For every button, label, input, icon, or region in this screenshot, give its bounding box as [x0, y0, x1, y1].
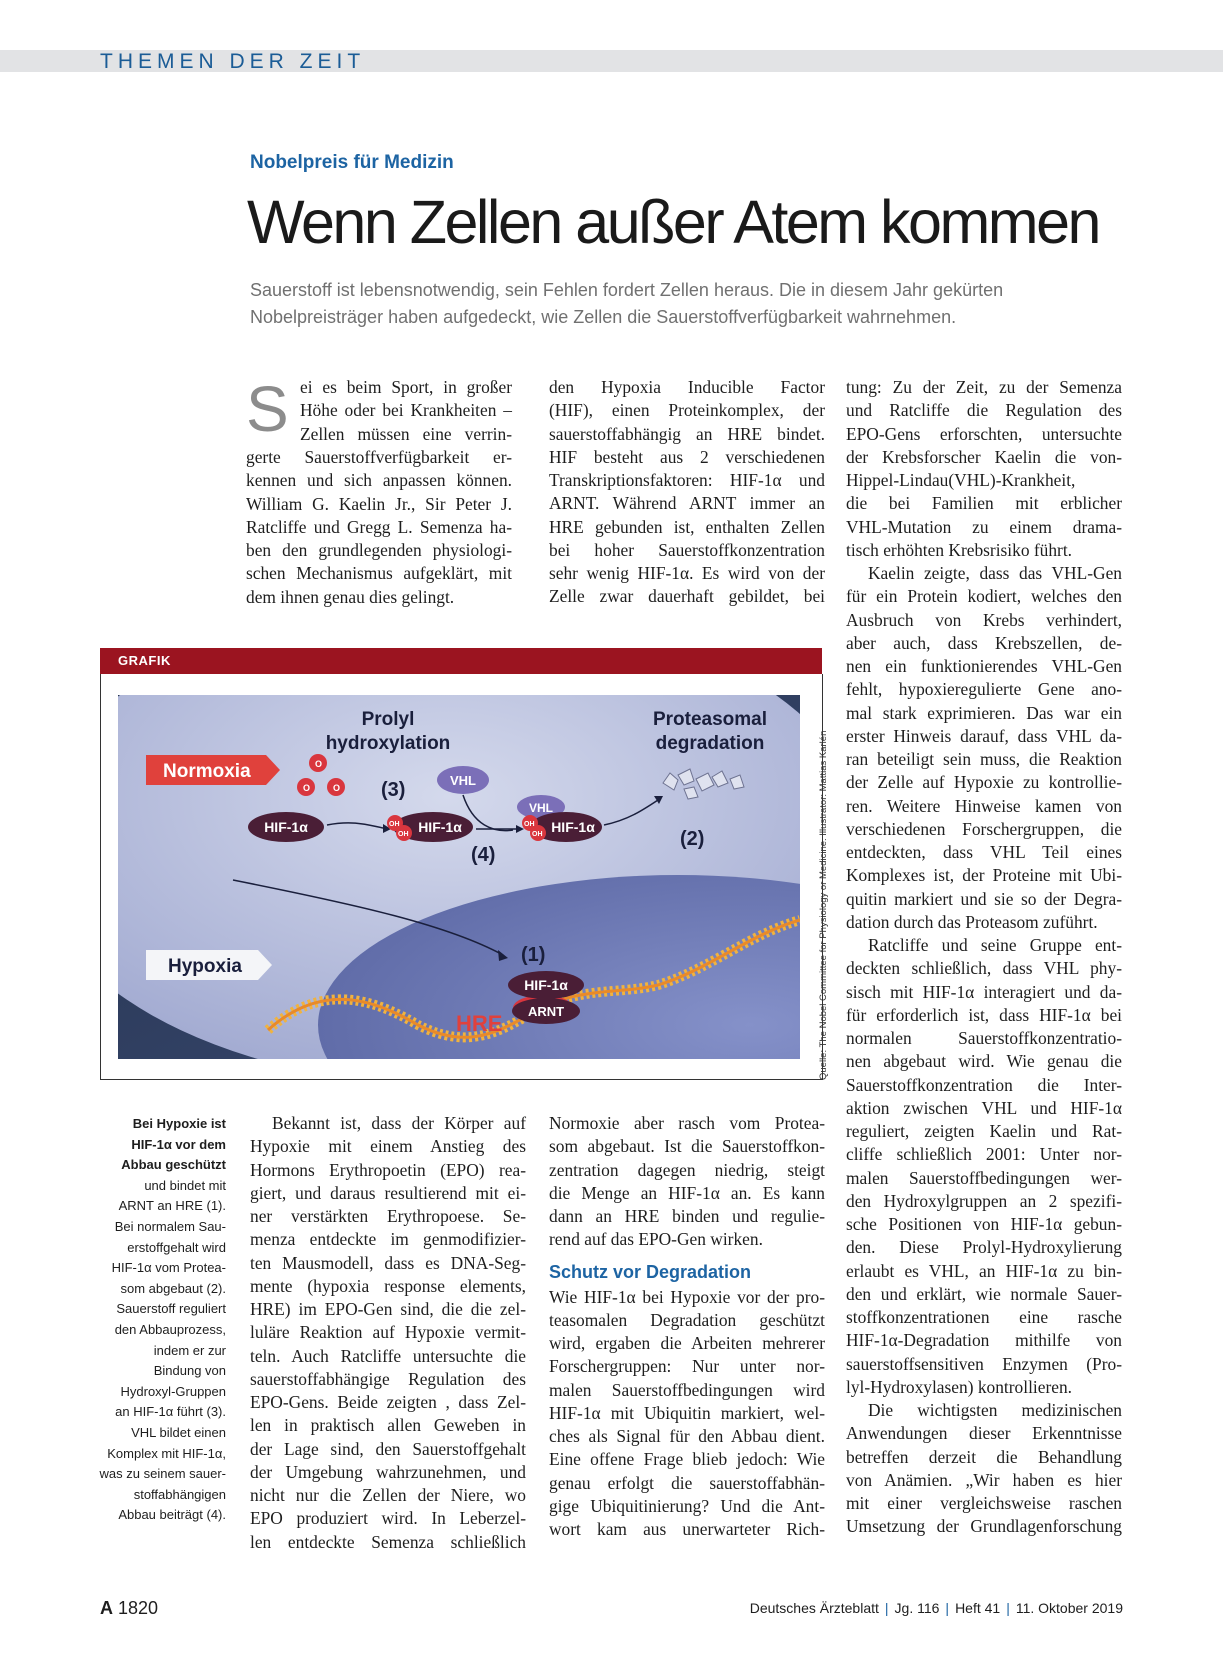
text-line: som abgebaut. Ist die Sauerstoffkon-: [549, 1136, 825, 1157]
text-line: teln. Auch Ratcliffe untersuchte die: [250, 1345, 526, 1366]
text-line: Zellen müssen eine verrin-: [300, 423, 512, 444]
proteasomal-label: Proteasomal: [652, 709, 768, 730]
step-4: (4): [471, 844, 496, 866]
text-line: erster Hinweis darauf, dass VHL da-: [846, 725, 1122, 746]
column-2-bottom: [549, 1112, 825, 1541]
text-line: Die wichtigsten medizinischen: [868, 1400, 1122, 1420]
text-line: Ratcliffe und seine Gruppe ent-: [868, 935, 1122, 955]
hif-protein-1: [248, 812, 324, 842]
step-1: (1): [521, 944, 546, 966]
text-line: wort kam aus unerwarteter Rich-: [549, 1519, 825, 1539]
volume: Jg. 116: [894, 1600, 940, 1616]
text-line: Normoxie aber rasch vom Protea-: [549, 1113, 825, 1133]
caption-line: an HIF-1α führt (3).: [115, 1404, 226, 1420]
text-line: der Zelle auf Hypoxie zu kontrollie-: [846, 772, 1122, 793]
text-line: ei es beim Sport, in großer: [300, 377, 512, 397]
text-line: dation durch das Proteasom zuführt.: [846, 911, 1098, 932]
vhl-protein-free: [437, 766, 489, 794]
text-line: Ratcliffe und Gregg L. Semenza ha-: [246, 516, 512, 537]
text-line: deckten schließlich, dass VHL phy-: [846, 958, 1122, 979]
text-line: aber auch, dass Krebszellen, de-: [846, 632, 1122, 653]
svg-text:O: O: [315, 759, 323, 769]
issue-date: 11. Oktober 2019: [1015, 1600, 1123, 1616]
figure-credit: Quelle: The Nobel Committee for Physiology or Medicine. Illustrator: Mattias Karlén: [818, 730, 829, 1080]
caption-line: Bindung von: [153, 1363, 226, 1379]
text-line: Zelle zwar dauerhaft gebildet, bei: [549, 586, 825, 607]
text-line: und Ratcliffe die Regulation des: [846, 400, 1122, 421]
caption-line: ARNT an HRE (1).: [118, 1198, 226, 1214]
degradation-label: degradation: [655, 733, 765, 754]
publication-info: Deutsches Ärzteblatt | Jg. 116 | Heft 41 | 11. Oktober 2019: [749, 1600, 1123, 1616]
text-line: HRE gebunden ist, enthalten Zellen: [549, 516, 825, 537]
text-line: schen Mechanismus aufgeklärt, mit: [246, 563, 512, 584]
caption-line: den Abbauprozess,: [114, 1321, 226, 1337]
text-line: sisch mit HIF-1α interagiert und da-: [846, 981, 1122, 1002]
caption-bold-line: Bei Hypoxie ist: [132, 1116, 226, 1131]
text-line: lyl-Hydroxylasen) kontrollieren.: [846, 1376, 1073, 1397]
svg-text:HIF-1α: HIF-1α: [418, 819, 462, 835]
caption-line: erstoffgehalt wird: [127, 1239, 226, 1255]
text-line: VHL-Mutation zu einem drama-: [846, 516, 1122, 537]
text-line: entdeckten, dass VHL Teil eines: [846, 842, 1122, 862]
column-1-bottom: [250, 1112, 526, 1554]
svg-text:O: O: [303, 783, 311, 793]
text-line: reguliert, zeigten Kaelin und Rat-: [846, 1121, 1122, 1141]
text-line: sehr wenig HIF-1α. Es wird von der: [549, 563, 825, 583]
text-line: wird, ergaben die Arbeiten mehrerer: [549, 1333, 825, 1353]
text-line: Hormons Erythropoetin (EPO) rea-: [250, 1159, 526, 1180]
svg-text:VHL: VHL: [450, 773, 476, 788]
text-line: EPO produziert wird. In Leberzel-: [250, 1508, 526, 1529]
text-line: kennen und sich anpassen können.: [246, 470, 512, 491]
text-line: sauerstoffabhängig an HRE bindet.: [549, 423, 825, 444]
svg-text:OH: OH: [389, 821, 400, 828]
text-line: ARNT. Während ARNT immer an: [549, 493, 825, 514]
text-line: sauerstoffsensitiven Enzymen (Pro-: [846, 1353, 1122, 1374]
text-line: aktion zwischen VHL und HIF-1α: [846, 1097, 1122, 1118]
caption-line: stoffabhängigen: [133, 1486, 226, 1502]
text-line: mente (hypoxia response elements,: [250, 1275, 526, 1296]
text-line: ches als Signal für den Abbau dient.: [549, 1426, 825, 1446]
text-line: giert, und daraus resultierend mit ei-: [250, 1182, 526, 1203]
journal-name: Deutsches Ärzteblatt: [749, 1600, 879, 1616]
column-1-top: [300, 376, 512, 446]
svg-text:ARNT: ARNT: [527, 1004, 565, 1019]
text-line: den Hydroxylgruppen an 2 spezifi-: [846, 1190, 1122, 1211]
figure-caption: [96, 1114, 226, 1526]
lead-line: Sauerstoff ist lebensnotwendig, sein Fehlen fordert Zellen heraus. Die in diesem Jahr gekürten: [250, 280, 1004, 300]
text-line: Hippel-Lindau(VHL)-Krankheit,: [846, 470, 1076, 490]
text-line: von Anämien. „Wir haben es hier: [846, 1469, 1122, 1490]
column-2-top: [549, 376, 825, 609]
article-kicker: Nobelpreis für Medizin: [250, 152, 454, 173]
text-line: HIF besteht aus 2 verschiedenen: [549, 446, 825, 467]
text-line: den und erklärt, wie normale Sauer-: [846, 1283, 1122, 1304]
text-line: stoffkonzentrationen eine rasche: [846, 1307, 1122, 1327]
caption-bold-line: Abbau geschützt: [121, 1157, 226, 1173]
text-line: nen abgebaut wird. Wie genau die: [846, 1051, 1122, 1072]
text-line: verschiedenen Forschergruppen, die: [846, 818, 1122, 839]
text-line: HRE) im EPO-Gen sind, die die zel-: [250, 1299, 526, 1319]
text-line: luläre Reaktion auf Hypoxie vermit-: [250, 1322, 526, 1343]
text-line: für erforderlich ist, dass HIF-1α bei: [846, 1004, 1122, 1025]
caption-line: was zu seinem sauer-: [99, 1466, 226, 1482]
caption-bold-line: HIF-1α vor dem: [131, 1136, 226, 1152]
text-line: für ein Protein kodiert, welches den: [846, 586, 1122, 607]
issue: Heft 41: [955, 1600, 1001, 1616]
text-line: malen Sauerstoffbedingungen wird: [549, 1379, 825, 1400]
text-line: Transkriptionsfaktoren: HIF-1α und: [549, 470, 825, 490]
text-line: Eine offene Frage blieb jedoch: Wie: [549, 1449, 825, 1470]
text-line: normalen Sauerstoffkonzentratio-: [846, 1028, 1122, 1048]
text-line: mal stark exprimieren. Das war ein: [846, 702, 1122, 723]
caption-line: Abbau beiträgt (4).: [118, 1507, 226, 1523]
text-line: zentration dagegen niedrig, steigt: [549, 1159, 825, 1180]
section-label: THEMEN DER ZEIT: [100, 50, 366, 73]
text-line: ben den grundlegenden physiologi-: [246, 540, 512, 560]
column-3: [846, 376, 1122, 1539]
text-line: menza entdeckte im genmodifizier-: [250, 1229, 526, 1250]
text-line: Komplexes ist, der Proteine mit Ubi-: [846, 865, 1122, 886]
text-line: Hypoxie mit einem Anstieg des: [250, 1136, 526, 1157]
text-line: erlaubt es VHL, an HIF-1α zu bin-: [846, 1260, 1122, 1281]
text-line: Kaelin zeigte, dass das VHL-Gen: [868, 563, 1122, 583]
text-line: ten Mausmodell, dass es DNA-Seg-: [250, 1252, 526, 1273]
text-line: Höhe oder bei Krankheiten –: [300, 400, 512, 421]
text-line: die Menge an HIF-1α an. Es kann: [549, 1182, 825, 1203]
figure-label: GRAFIK: [118, 653, 171, 668]
text-line: (HIF), einen Proteinkomplex, der: [549, 400, 825, 421]
text-line: der Krebsforscher Kaelin die von-: [846, 446, 1122, 467]
section-subheading: Schutz vor Degradation: [549, 1261, 752, 1282]
svg-text:O: O: [333, 783, 341, 793]
text-line: EPO-Gens. Beide zeigten , dass Zel-: [250, 1392, 526, 1412]
caption-line: som abgebaut (2).: [120, 1280, 226, 1296]
caption-line: und bindet mit: [144, 1177, 226, 1193]
caption-line: HIF-1α vom Protea-: [111, 1260, 226, 1276]
hypoxia-text: Hypoxia: [168, 956, 242, 977]
page-number: A 1820: [100, 1598, 159, 1618]
text-line: HIF-1α-Degradation mithilfe von: [846, 1330, 1122, 1351]
caption-line: indem er zur: [153, 1342, 226, 1358]
svg-text:HIF-1α: HIF-1α: [551, 819, 595, 835]
text-line: ren. Weitere Hinweise kamen von: [846, 795, 1122, 816]
text-line: tisch erhöhten Krebsrisiko führt.: [846, 539, 1073, 560]
text-line: mit einer vergleichsweise raschen: [846, 1493, 1122, 1513]
text-line: der Umgebung wahrzunehmen, und: [250, 1461, 526, 1482]
text-line: teasomalen Degradation geschützt: [549, 1309, 825, 1330]
text-line: nicht nur die Zellen der Niere, wo: [250, 1485, 526, 1505]
text-line: EPO-Gens erforschten, untersuchte: [846, 423, 1122, 444]
column-1-top-cont: [246, 446, 512, 609]
drop-cap: S: [246, 373, 289, 445]
text-line: len in praktisch allen Geweben in: [250, 1415, 526, 1436]
text-line: ran beteiligt sein muss, die Reaktion: [846, 749, 1122, 769]
svg-text:OH: OH: [398, 831, 409, 838]
svg-text:HIF-1α: HIF-1α: [524, 977, 568, 993]
svg-text:OH: OH: [532, 831, 543, 838]
text-line: tung: Zu der Zeit, zu der Semenza: [846, 377, 1122, 397]
text-line: fehlt, hypoxieregulierte Gene ano-: [846, 679, 1122, 700]
text-line: ner verstärkten Erythropoese. Se-: [250, 1206, 526, 1226]
text-line: genau erfolgt die sauerstoffabhän-: [549, 1472, 825, 1493]
hif-pathway-illustration: [118, 695, 800, 1059]
text-line: sauerstoffabhängige Regulation des: [250, 1368, 526, 1389]
article-title: Wenn Zellen außer Atem kommen: [247, 188, 1099, 256]
text-line: len entdeckte Semenza schließlich: [250, 1531, 526, 1552]
figure-title-bar: [100, 648, 822, 674]
text-line: quitin markiert und sie so der Degra-: [846, 888, 1122, 909]
text-line: der Lage sind, den Sauerstoffgehalt: [250, 1438, 526, 1459]
text-line: betreffen derzeit die Behandlung: [846, 1446, 1122, 1467]
lead-line: Nobelpreisträger haben aufgedeckt, wie Zellen die Sauerstoffverfügbarkeit wahrnehmen.: [250, 307, 957, 327]
caption-line: Hydroxyl-Gruppen: [120, 1383, 226, 1399]
text-line: gige Ubiquitinierung? Und die Ant-: [549, 1495, 825, 1516]
text-line: HIF-1α mit Ubiquitin markiert, wel-: [549, 1402, 825, 1423]
text-line: den. Diese Prolyl-Hydroxylierung: [846, 1237, 1122, 1258]
prolyl-label: Prolyl: [361, 709, 415, 730]
text-line: dann an HRE binden und regulie-: [549, 1206, 825, 1226]
step-2: (2): [680, 828, 705, 850]
text-line: den Hypoxia Inducible Factor: [549, 377, 825, 397]
text-line: malen Sauerstoffbedingungen wer-: [846, 1167, 1122, 1188]
text-line: Ausbruch von Krebs verhindert,: [846, 609, 1122, 630]
hre-label: HRE: [456, 1011, 503, 1036]
text-line: Anwendungen dieser Erkenntnisse: [846, 1423, 1122, 1444]
text-line: dem ihnen genau dies gelingt.: [246, 586, 455, 607]
text-line: die bei Familien mit erblicher: [846, 493, 1122, 514]
caption-line: VHL bildet einen: [131, 1424, 226, 1440]
svg-text:HIF-1α: HIF-1α: [264, 819, 308, 835]
caption-line: Komplex mit HIF-1α,: [107, 1445, 226, 1461]
text-line: Umsetzung der Grundlagenforschung: [846, 1516, 1122, 1537]
text-line: cliffe schließlich 2001: Unter nor-: [846, 1144, 1122, 1165]
caption-line: Bei normalem Sau-: [114, 1218, 226, 1234]
text-line: sche Positionen von HIF-1α gebun-: [846, 1214, 1122, 1234]
text-line: Wie HIF-1α bei Hypoxie vor der pro-: [549, 1286, 825, 1307]
text-line: bei hoher Sauerstoffkonzentration: [549, 539, 825, 560]
text-line: Sauerstoffkonzentration die Inter-: [846, 1074, 1122, 1095]
article-lead: [250, 277, 1110, 331]
text-line: William G. Kaelin Jr., Sir Peter J.: [246, 493, 512, 514]
text-line: gerte Sauerstoffverfügbarkeit er-: [246, 447, 512, 467]
text-line: nen ein funktionierendes VHL-Gen: [846, 656, 1122, 676]
caption-line: Sauerstoff reguliert: [116, 1301, 226, 1317]
hydroxylation-label: hydroxylation: [325, 733, 451, 754]
text-line: Forschergruppen: Nur unter nor-: [549, 1356, 825, 1377]
svg-text:OH: OH: [524, 821, 535, 828]
text-line: rend auf das EPO-Gen wirken.: [549, 1229, 763, 1250]
text-line: Bekannt ist, dass der Körper auf: [272, 1113, 526, 1133]
svg-text:VHL: VHL: [529, 801, 553, 815]
normoxia-text: Normoxia: [163, 761, 251, 782]
step-3: (3): [381, 779, 406, 801]
